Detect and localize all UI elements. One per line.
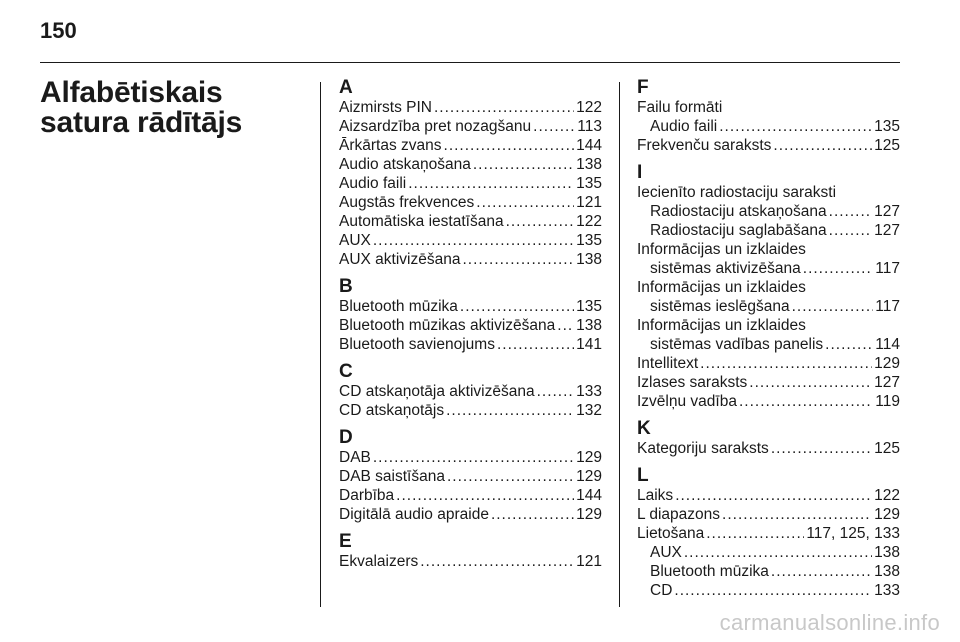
entry-page: 129 xyxy=(576,449,602,466)
entry-term: Lietošana xyxy=(637,525,705,542)
entry-term: AUX aktivizēšana xyxy=(339,251,461,268)
section-letter: C xyxy=(339,361,353,382)
index-entry xyxy=(339,174,602,193)
entry-term: Bluetooth mūzika xyxy=(339,298,458,315)
entry-term: Aizsardzība pret nozagšanu xyxy=(339,118,532,135)
index-entry xyxy=(339,117,602,136)
entry-term: Ārkārtas zvans xyxy=(339,137,442,154)
entry-page: 119 xyxy=(875,393,900,410)
index-entry xyxy=(637,136,900,155)
dot-leader xyxy=(749,373,872,392)
dot-leader xyxy=(506,212,575,231)
entry-page: 129 xyxy=(576,506,602,523)
index-entry xyxy=(339,136,602,155)
entry-page: 138 xyxy=(576,156,602,173)
entry-term: AUX xyxy=(650,544,682,561)
index-entry xyxy=(637,486,900,505)
index-heading: Informācijas un izklaides xyxy=(637,279,806,296)
dot-leader xyxy=(771,562,872,581)
index-entry xyxy=(637,392,900,411)
index-heading: Informācijas un izklaides xyxy=(637,241,806,258)
entry-page: 129 xyxy=(874,506,900,523)
index-entry xyxy=(339,250,602,269)
index-entry xyxy=(637,581,900,600)
section-letter: E xyxy=(339,531,352,552)
dot-leader xyxy=(829,221,872,240)
entry-term: Laiks xyxy=(637,487,674,504)
entry-term: Digitālā audio apraide xyxy=(339,506,489,523)
entry-page: 138 xyxy=(576,251,602,268)
entry-page: 144 xyxy=(576,487,602,504)
entry-term: DAB xyxy=(339,449,371,466)
entry-term: Radiostaciju saglabāšana xyxy=(650,222,827,239)
index-section xyxy=(637,466,900,600)
index-section xyxy=(637,419,900,458)
entry-page: 125 xyxy=(874,137,900,154)
entry-term: Bluetooth mūzikas aktivizēšana xyxy=(339,317,556,334)
index-section xyxy=(339,78,602,269)
entry-page: 117 xyxy=(875,260,900,277)
index-entry xyxy=(339,448,602,467)
entry-term: sistēmas aktivizēšana xyxy=(650,260,801,277)
entry-page: 117, 125, 133 xyxy=(806,525,900,542)
entry-page: 132 xyxy=(576,402,602,419)
index-heading: Failu formāti xyxy=(637,99,723,116)
entry-term: DAB saistīšana xyxy=(339,468,445,485)
index-entry xyxy=(339,552,602,571)
dot-leader xyxy=(706,524,804,543)
index-entry xyxy=(339,401,602,420)
dot-leader xyxy=(773,136,872,155)
dot-leader xyxy=(684,543,872,562)
dot-leader xyxy=(700,354,872,373)
dot-leader xyxy=(792,297,874,316)
entry-page: 114 xyxy=(875,336,900,353)
index-entry xyxy=(339,382,602,401)
entry-term: Kategoriju saraksts xyxy=(637,440,769,457)
index-heading: Informācijas un izklaides xyxy=(637,317,806,334)
dot-leader xyxy=(497,335,574,354)
dot-leader xyxy=(825,335,873,354)
dot-leader xyxy=(674,581,872,600)
entry-term: Aizmirsts PIN xyxy=(339,99,432,116)
entry-term: Audio atskaņošana xyxy=(339,156,471,173)
entry-term: Bluetooth savienojums xyxy=(339,336,495,353)
index-section xyxy=(339,362,602,420)
entry-page: 135 xyxy=(576,298,602,315)
header-rule xyxy=(40,62,900,63)
dot-leader xyxy=(446,401,574,420)
entry-term: sistēmas vadības panelis xyxy=(650,336,824,353)
dot-leader xyxy=(719,117,872,136)
dot-leader xyxy=(803,259,874,278)
dot-leader xyxy=(447,467,574,486)
entry-term: Bluetooth mūzika xyxy=(650,563,769,580)
index-section xyxy=(339,428,602,524)
dot-leader xyxy=(722,505,872,524)
section-letter: I xyxy=(637,162,643,183)
entry-term: Izlases saraksts xyxy=(637,374,748,391)
entry-term: CD atskaņotājs xyxy=(339,402,445,419)
entry-page: 135 xyxy=(576,232,602,249)
entry-term: Frekvenču saraksts xyxy=(637,137,772,154)
watermark: carmanualsonline.info xyxy=(719,610,940,635)
index-entry xyxy=(637,202,900,221)
dot-leader xyxy=(373,448,574,467)
entry-page: 121 xyxy=(576,194,602,211)
dot-leader xyxy=(476,193,574,212)
index-entry xyxy=(339,316,602,335)
index-entry xyxy=(637,117,900,136)
section-letter: D xyxy=(339,427,353,448)
entry-term: Darbība xyxy=(339,487,395,504)
dot-leader xyxy=(675,486,872,505)
dot-leader xyxy=(473,155,574,174)
index-entry xyxy=(339,486,602,505)
entry-term: Izvēlņu vadība xyxy=(637,393,737,410)
index-entry xyxy=(637,505,900,524)
entry-term: CD atskaņotāja aktivizēšana xyxy=(339,383,535,400)
column-divider-2 xyxy=(619,82,620,607)
entry-page: 135 xyxy=(874,118,900,135)
column-divider-1 xyxy=(320,82,321,607)
index-entry xyxy=(637,297,900,316)
dot-leader xyxy=(533,117,575,136)
index-entry xyxy=(637,543,900,562)
entry-page: 135 xyxy=(576,175,602,192)
entry-term: AUX xyxy=(339,232,371,249)
index-entry xyxy=(339,193,602,212)
entry-page: 117 xyxy=(875,298,900,315)
dot-leader xyxy=(460,297,574,316)
dot-leader xyxy=(771,439,872,458)
dot-leader xyxy=(373,231,574,250)
page-number: 150 xyxy=(40,18,77,43)
section-letter: F xyxy=(637,77,649,98)
entry-term: sistēmas ieslēgšana xyxy=(650,298,790,315)
index-title: Alfabētiskais satura rādītājs xyxy=(40,76,243,139)
entry-page: 113 xyxy=(577,118,602,135)
entry-page: 133 xyxy=(874,582,900,599)
index-entry xyxy=(637,335,900,354)
entry-term: Automātiska iestatīšana xyxy=(339,213,504,230)
entry-page: 122 xyxy=(576,213,602,230)
index-entry xyxy=(339,335,602,354)
section-letter: L xyxy=(637,465,649,486)
index-entry xyxy=(637,439,900,458)
entry-term: L diapazons xyxy=(637,506,721,523)
dot-leader xyxy=(408,174,574,193)
dot-leader xyxy=(537,382,575,401)
entry-page: 133 xyxy=(576,383,602,400)
entry-page: 125 xyxy=(874,440,900,457)
index-entry xyxy=(339,98,602,117)
index-entry xyxy=(637,221,900,240)
index-column-1 xyxy=(339,78,602,579)
entry-page: 122 xyxy=(576,99,602,116)
index-entry xyxy=(637,373,900,392)
index-section xyxy=(339,277,602,354)
entry-page: 127 xyxy=(874,222,900,239)
index-section xyxy=(339,532,602,571)
index-entry xyxy=(339,467,602,486)
entry-term: Audio faili xyxy=(650,118,718,135)
dot-leader xyxy=(491,505,574,524)
index-section xyxy=(637,163,900,411)
index-entry xyxy=(339,155,602,174)
entry-page: 121 xyxy=(576,553,602,570)
entry-page: 144 xyxy=(576,137,602,154)
dot-leader xyxy=(434,98,574,117)
entry-page: 127 xyxy=(874,374,900,391)
index-entry xyxy=(637,354,900,373)
index-heading: Iecienīto radiostaciju saraksti xyxy=(637,184,837,201)
entry-page: 129 xyxy=(576,468,602,485)
index-entry xyxy=(637,524,900,543)
entry-page: 138 xyxy=(874,563,900,580)
section-letter: K xyxy=(637,418,651,439)
entry-page: 138 xyxy=(576,317,602,334)
index-entry xyxy=(339,231,602,250)
dot-leader xyxy=(420,552,574,571)
index-entry xyxy=(339,297,602,316)
entry-page: 138 xyxy=(874,544,900,561)
entry-term: Ekvalaizers xyxy=(339,553,419,570)
index-entry xyxy=(339,505,602,524)
dot-leader xyxy=(557,316,574,335)
entry-page: 122 xyxy=(874,487,900,504)
entry-term: Intellitext xyxy=(637,355,699,372)
entry-term: Audio faili xyxy=(339,175,407,192)
section-letter: A xyxy=(339,77,353,98)
dot-leader xyxy=(462,250,574,269)
entry-page: 141 xyxy=(576,336,602,353)
entry-term: CD xyxy=(650,582,673,599)
index-entry xyxy=(637,562,900,581)
dot-leader xyxy=(739,392,873,411)
entry-term: Radiostaciju atskaņošana xyxy=(650,203,827,220)
dot-leader xyxy=(829,202,872,221)
section-letter: B xyxy=(339,276,353,297)
entry-page: 127 xyxy=(874,203,900,220)
entry-term: Augstās frekvences xyxy=(339,194,475,211)
entry-page: 129 xyxy=(874,355,900,372)
index-section xyxy=(637,78,900,155)
index-entry xyxy=(339,212,602,231)
index-column-2 xyxy=(637,78,900,608)
index-entry xyxy=(637,259,900,278)
dot-leader xyxy=(444,136,575,155)
dot-leader xyxy=(396,486,574,505)
